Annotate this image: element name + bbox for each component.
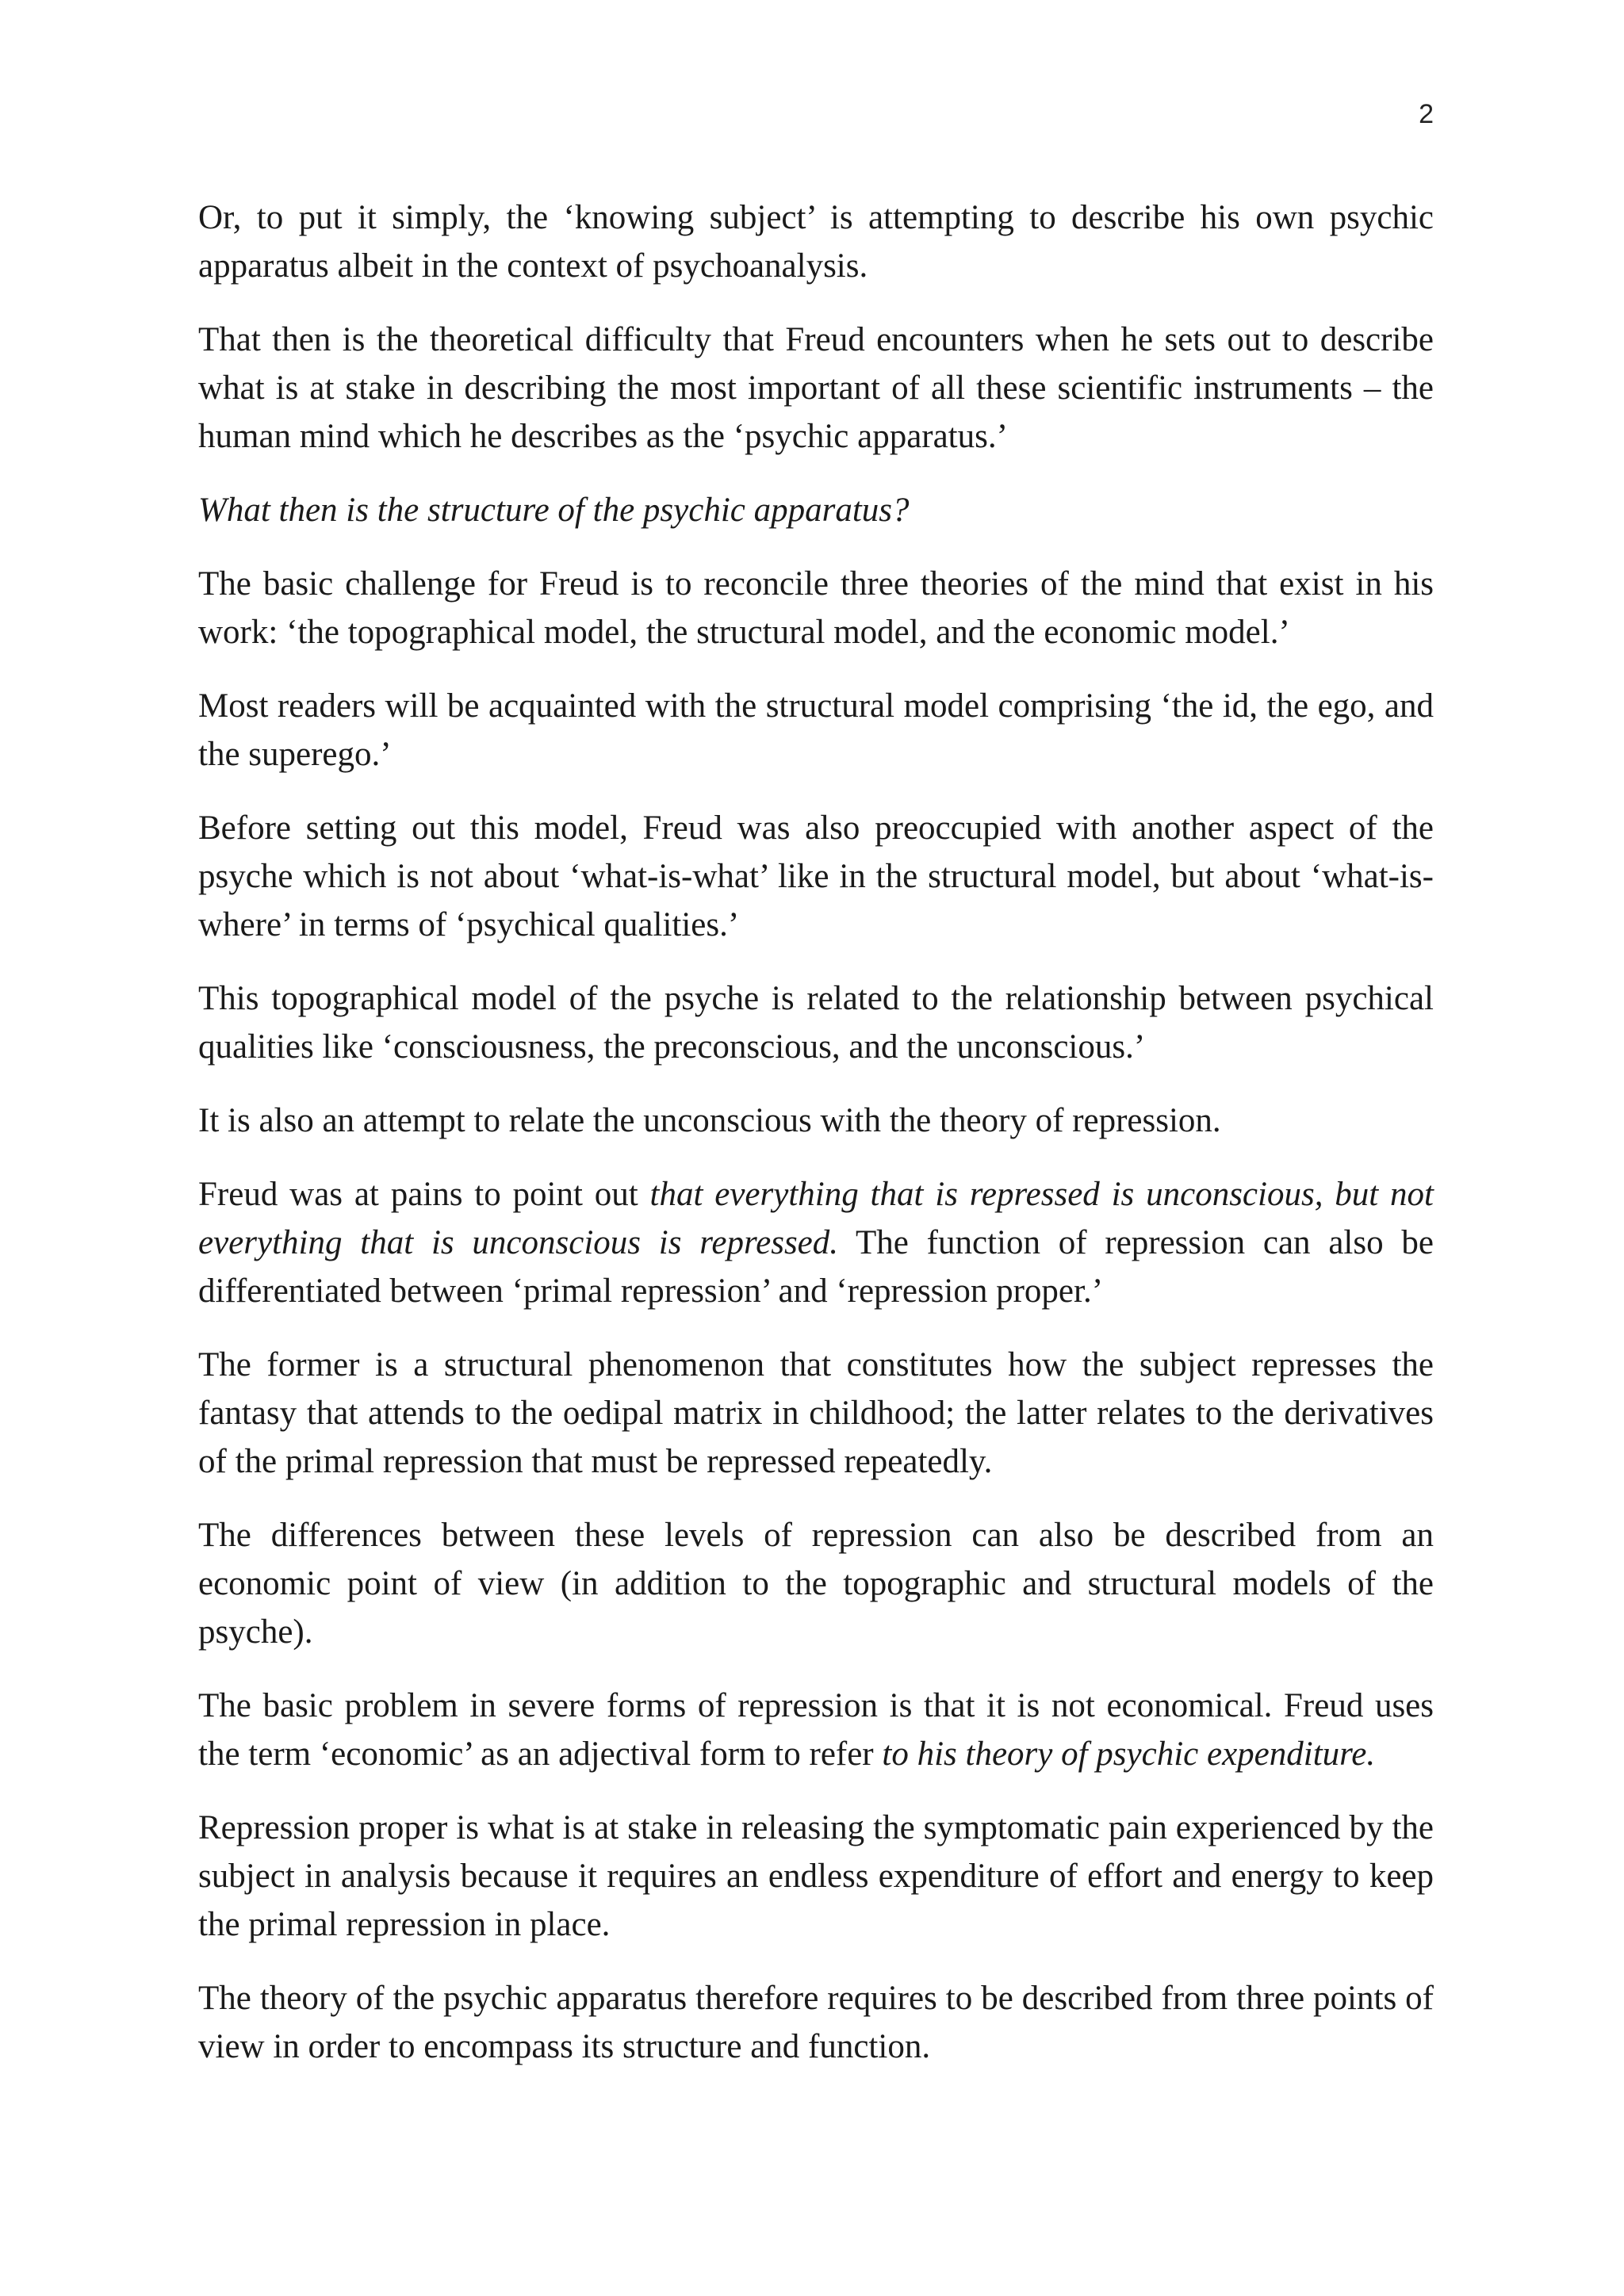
paragraph: The theory of the psychic apparatus therefore requires to be described from three points of view in order to encompass its structure and function.: [198, 1980, 1434, 2065]
paragraph: It is also an attempt to relate the unconscious with the theory of repression.: [198, 1102, 1221, 1139]
paragraph: [198, 1170, 1434, 1315]
text-run: Freud was at pains to point out: [198, 1176, 650, 1213]
text-run: The function of repression can also be differentiated between ‘primal repression’ and ‘repression proper.’: [198, 1224, 1434, 1310]
paragraph: That then is the theoretical difficulty that Freud encounters when he sets out to describe what is at stake in describing the most important of all these scientific instruments – the human mind which he describes as the ‘psychic apparatus.’: [198, 321, 1434, 455]
italic-emphasis: that everything that is repressed is unconscious, but not everything that is unconscious is repressed.: [198, 1176, 1434, 1261]
paragraph: The differences between these levels of repression can also be described from an economic point of view (in addition to the topographic and structural models of the psyche).: [198, 1517, 1434, 1651]
page-number: 2: [1419, 99, 1434, 129]
section-question-heading: What then is the structure of the psychic apparatus?: [198, 492, 910, 529]
paragraph: The former is a structural phenomenon that constitutes how the subject represses the fantasy that attends to the oedipal matrix in childhood; the latter relates to the derivatives of the primal repression that must be repressed repeatedly.: [198, 1346, 1434, 1480]
paragraph: Most readers will be acquainted with the structural model comprising ‘the id, the ego, and the superego.’: [198, 687, 1434, 773]
paragraph: Before setting out this model, Freud was also preoccupied with another aspect of the psyche which is not about ‘what-is-what’ like in the structural model, but about ‘what-is-where’ in terms of ‘psychical qualities.’: [198, 809, 1434, 943]
paragraph: [198, 1682, 1434, 1778]
document-body: [198, 193, 1434, 2096]
paragraph: Or, to put it simply, the ‘knowing subject’ is attempting to describe his own psychic apparatus albeit in the context of psychoanalysis.: [198, 199, 1434, 285]
paragraph: Repression proper is what is at stake in releasing the symptomatic pain experienced by the subject in analysis because it requires an endless expenditure of effort and energy to keep the primal repression in place.: [198, 1809, 1434, 1943]
paragraph: This topographical model of the psyche is related to the relationship between psychical qualities like ‘consciousness, the preconscious, and the unconscious.’: [198, 980, 1434, 1066]
text-run: The basic problem in severe forms of repression is that it is not economical. Freud uses the term ‘economic’ as an adjectival form to refer: [198, 1687, 1434, 1773]
italic-emphasis: to his theory of psychic expenditure.: [882, 1735, 1376, 1773]
paragraph: The basic challenge for Freud is to reconcile three theories of the mind that exist in his work: ‘the topographical model, the structural model, and the economic model.’: [198, 565, 1434, 651]
